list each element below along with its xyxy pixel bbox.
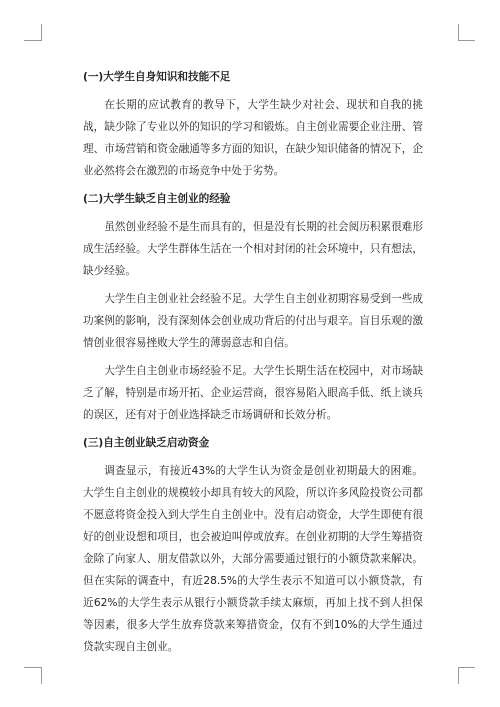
crop-mark-bottom-right xyxy=(458,667,475,668)
crop-mark-bottom-left xyxy=(41,667,42,684)
paragraph: 虽然创业经验不是生而具有的，但是没有长期的社会阅历积累很难形成生活经验。大学生群体生活在一个相对封闭的社会环境中，只有想法，缺少经验。 xyxy=(83,221,423,277)
crop-mark-top-right xyxy=(458,24,459,41)
paragraph: 大学生自主创业市场经验不足。大学生长期生活在校园中，对市场缺乏了解，特别是市场开拓、企业运营商，很容易陷入眼高手低、纸上谈兵的误区，还有对于创业选择缺乏市场调研和长效分析。 xyxy=(83,365,423,421)
paragraph: 调查显示，有接近43%的大学生认为资金是创业初期最大的困难。大学生自主创业的规模较小却具有较大的风险，所以许多风险投资公司都不愿意将资金投入到大学生自主创业中。没有启动资金，大学生即使有很好的创业设想和项目，也会被迫叫停或放弃。在创业初期的大学生筹措资金除了向家人、朋友借款以外，大部分需要通过银行的小额贷款来解决。但在实际的调查中，有近28.5%的大学生表示不知道可以小额贷款，有近62%的大学生表示从银行小额贷款手续太麻烦，再加上找不到人担保等因素，很多大学生放弃贷款来筹措资金，仅有不到10%的大学生通过贷款实现自主创业。 xyxy=(83,465,423,653)
document-body xyxy=(83,66,423,658)
section-heading: (三)自主创业缺乏启动资金 xyxy=(83,437,210,449)
paragraph: 在长期的应试教育的教导下，大学生缺少对社会、现状和自我的挑战，缺少除了专业以外的知识的学习和锻炼。自主创业需要企业注册、管理、市场营销和资金融通等多方面的知识，在缺少知识储备的情况下，企业必然将会在激烈的市场竞争中处于劣势。 xyxy=(83,99,423,177)
crop-mark-top-right xyxy=(458,40,475,41)
crop-mark-bottom-left xyxy=(24,667,41,668)
crop-mark-top-left xyxy=(24,40,41,41)
crop-mark-top-left xyxy=(41,24,42,41)
section-heading: (一)大学生自身知识和技能不足 xyxy=(83,71,231,83)
section-heading: (二)大学生缺乏自主创业的经验 xyxy=(83,193,231,205)
crop-mark-bottom-right xyxy=(458,667,459,684)
paragraph: 大学生自主创业社会经验不足。大学生自主创业初期容易受到一些成功案例的影响，没有深刻体会创业成功背后的付出与艰辛。盲目乐观的激情创业很容易挫败大学生的薄弱意志和自信。 xyxy=(83,293,423,349)
